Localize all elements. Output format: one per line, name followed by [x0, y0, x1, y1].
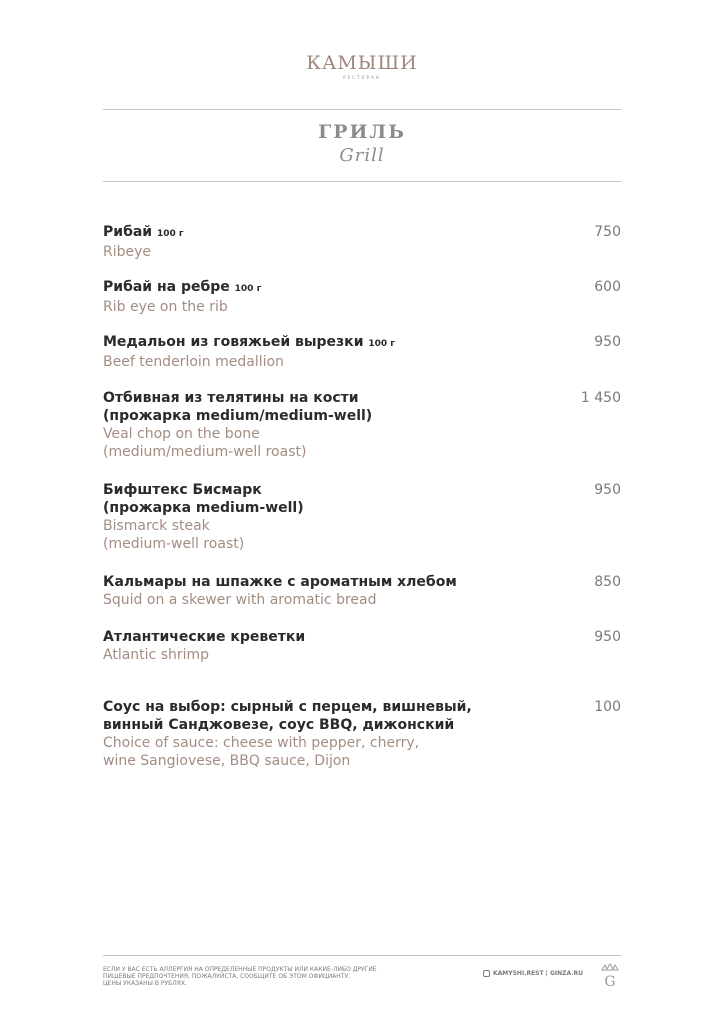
- logo-wordmark: КАМЫШИ: [306, 52, 418, 74]
- divider-footer: [103, 955, 621, 956]
- item-name-line2: (прожарка medium/medium-well): [103, 408, 373, 424]
- allergy-line-3: ЦЕНЫ УКАЗАНЫ В РУБЛЯХ.: [103, 980, 187, 987]
- divider-top: [103, 109, 621, 110]
- item-name-en: Choice of sauce: cheese with pepper, cherry,: [103, 735, 420, 751]
- item-name: Рибай: [103, 224, 153, 240]
- item-weight: 100 г: [156, 229, 184, 239]
- social-links[interactable]: [483, 970, 583, 977]
- item-name-en: Atlantic shrimp: [103, 647, 210, 663]
- item-price: 950: [594, 629, 621, 645]
- menu-item: [103, 333, 621, 371]
- menu-item: [103, 389, 621, 461]
- item-name: Рибай на ребре: [103, 279, 230, 295]
- item-name-en-line2: (medium-well roast): [103, 536, 245, 552]
- item-price: 1 450: [580, 390, 621, 406]
- menu-item: [103, 481, 621, 553]
- item-name: Бифштекс Бисмарк: [103, 482, 262, 498]
- section-title-en: Grill: [339, 145, 385, 166]
- social-text: KAMYSHI.REST | GINZA.RU: [493, 970, 584, 977]
- allergy-line-2: ПИЩЕВЫЕ ПРЕДПОЧТЕНИЯ, ПОЖАЛУЙСТА, СООБЩИТЕ ОБ ЭТОМ ОФИЦИАНТУ.: [103, 973, 351, 980]
- menu-item: [103, 278, 621, 316]
- item-name: Атлантические креветки: [103, 629, 306, 645]
- item-name-en-line2: (medium/medium-well roast): [103, 444, 307, 460]
- item-name-line2: (прожарка medium-well): [103, 500, 304, 516]
- menu-item: [103, 628, 621, 664]
- item-name-en: Bismarck steak: [103, 518, 210, 534]
- instagram-icon: [483, 970, 490, 977]
- item-price: 850: [594, 574, 621, 590]
- item-name-line2: винный Санджовезе, соус BBQ, дижонский: [103, 717, 455, 733]
- item-name-en: Ribeye: [103, 244, 152, 260]
- logo-subtitle: РЕСТОРАН: [343, 75, 381, 80]
- item-name: Соус на выбор: сырный с перцем, вишневый,: [103, 699, 472, 715]
- item-price: 950: [594, 334, 621, 350]
- allergy-line-1: ЕСЛИ У ВАС ЕСТЬ АЛЛЕРГИЯ НА ОПРЕДЕЛЕННЫЕ ПРОДУКТЫ ИЛИ КАКИЕ-ЛИБО ДРУГИЕ: [103, 966, 377, 973]
- item-name-en: Squid on a skewer with aromatic bread: [103, 592, 377, 608]
- item-name: Отбивная из телятины на кости: [103, 390, 359, 406]
- divider-bottom: [103, 181, 621, 182]
- item-price: 600: [594, 279, 621, 295]
- item-name-en: Beef tenderloin medallion: [103, 354, 284, 370]
- item-price: 100: [594, 699, 621, 715]
- item-name-en: Rib eye on the rib: [103, 299, 228, 315]
- item-weight: 100 г: [234, 284, 262, 294]
- section-title: [0, 120, 724, 168]
- ginza-crown-logo-icon: [598, 962, 622, 990]
- item-name-en-line2: wine Sangiovese, BBQ sauce, Dijon: [103, 753, 351, 769]
- menu-item: [103, 223, 621, 261]
- item-name: Кальмары на шпажке с ароматным хлебом: [103, 574, 457, 590]
- allergy-notice: [103, 966, 403, 987]
- item-name-en: Veal chop on the bone: [103, 426, 260, 442]
- item-price: 950: [594, 482, 621, 498]
- section-title-ru: ГРИЛЬ: [318, 121, 406, 143]
- menu-item: [103, 698, 621, 770]
- item-price: 750: [594, 224, 621, 240]
- item-weight: 100 г: [368, 339, 395, 349]
- menu-item: [103, 573, 621, 609]
- svg-text:G: G: [604, 974, 616, 990]
- restaurant-logo: [0, 52, 724, 80]
- item-name: Медальон из говяжьей вырезки: [103, 334, 364, 350]
